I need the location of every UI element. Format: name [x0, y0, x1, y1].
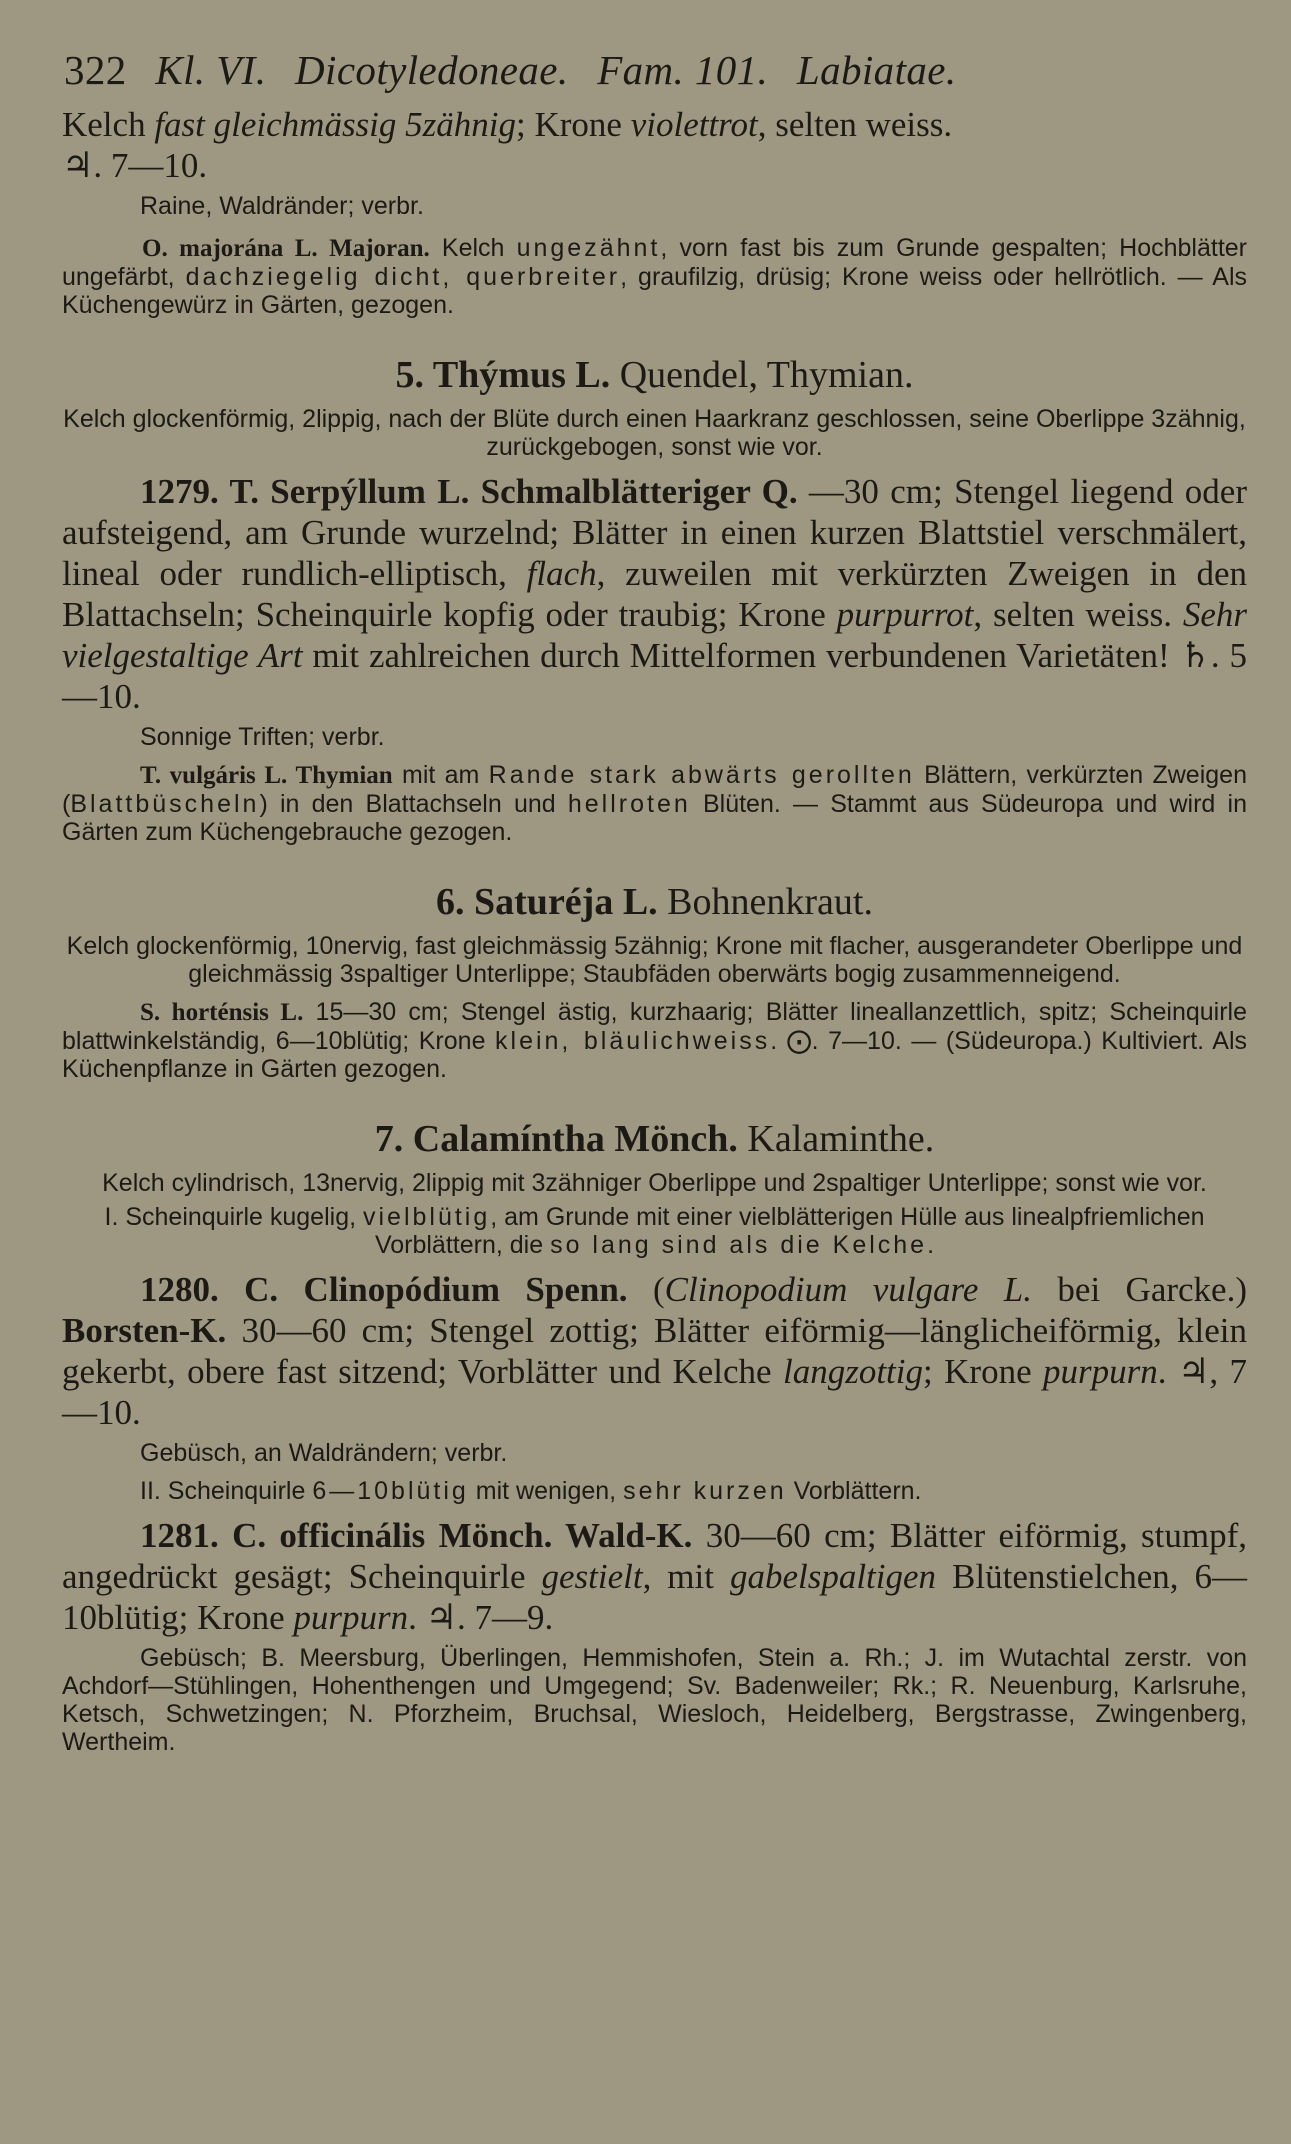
genus-heading-satureja: 6. Saturéja L. Bohnenkraut.: [436, 881, 873, 923]
species-1281: 1281. C. officinális Mönch. Wald-K. 30—60 cm; Blätter eiförmig, stumpf, angedrückt gesägt; Scheinquirle gestielt, mit gabelspaltigen Blütenstielchen, 6—10blütig; Krone purpurn. ♃. 7—9.: [62, 1516, 1248, 1637]
family-name: Labiatae.: [796, 47, 957, 93]
class-name: Dicotyledoneae.: [295, 47, 569, 93]
genus-heading-calamintha: 7. Calamíntha Mönch. Kalaminthe.: [374, 1118, 935, 1160]
genus-heading-thymus: 5. Thýmus L. Quendel, Thymian.: [395, 354, 914, 396]
continued-description: Kelch fast gleichmässig 5zähnig; Krone violettrot, selten weiss.: [62, 105, 953, 144]
thymus-description: Kelch glockenförmig, 2lippig, nach der Blüte durch einen Haarkranz geschlossen, seine Oberlippe 3zähnig, zurückgebogen, sonst wie vor.: [63, 405, 1246, 461]
species-1279-habitat: Sonnige Triften; verbr.: [140, 723, 385, 751]
species-1280-habitat: Gebüsch, an Waldrändern; verbr.: [140, 1439, 508, 1467]
continued-flowering: ♃. 7—10.: [62, 146, 208, 185]
running-head: [64, 46, 1247, 94]
vulgaris-entry: T. vulgáris L. Thymian mit am Rande stark abwärts gerollten Blättern, verkürzten Zweigen (Blattbüscheln) in den Blattachseln und hellroten Blüten. — Stammt aus Südeuropa und wird in Gärten zum Küchengebrauche gezogen.: [62, 761, 1247, 846]
page-number: 322: [64, 47, 127, 93]
key-two: II. Scheinquirle 6—10blütig mit wenigen, sehr kurzen Vorblättern.: [140, 1477, 922, 1505]
class-number: Kl. VI.: [155, 47, 267, 93]
species-1279: 1279. T. Serpýllum L. Schmalblätteriger Q. —30 cm; Stengel liegend oder aufsteigend, am Grunde wurzelnd; Blätter in einen kurzen Blattstiel verschmälert, lineal oder rundlich-elliptisch, flach, zuweilen mit verkürzten Zweigen in den Blattachseln; Scheinquirle kopfig oder traubig; Krone purpurrot, selten weiss. Sehr vielgestaltige Art mit zahlreichen durch Mittelformen verbundenen Varietäten! ♄. 5—10.: [62, 472, 1247, 716]
species-1281-habitat: Gebüsch; B. Meersburg, Überlingen, Hemmishofen, Stein a. Rh.; J. im Wutachtal zerstr. von Achdorf—Stühlingen, Hohenthengen und Umgegend; Sv. Badenweiler; Rk.; R. Neuenburg, Karlsruhe, Ketsch, Schwetzingen; N. Pforzheim, Bruchsal, Wiesloch, Heidelberg, Bergstrasse, Zwingenberg, Wertheim.: [62, 1644, 1247, 1756]
calamintha-description: Kelch cylindrisch, 13nervig, 2lippig mit 3zähniger Oberlippe und 2spaltiger Unterlippe; sonst wie vor.: [102, 1169, 1207, 1197]
majorana-entry: O. majorána L. Majoran. Kelch ungezähnt, vorn fast bis zum Grunde gespalten; Hochblätter ungefärbt, dachziegelig dicht, querbreiter, graufilzig, drüsig; Krone weiss oder hellrötlich. — Als Küchengewürz in Gärten, gezogen.: [62, 234, 1248, 319]
key-one: I. Scheinquirle kugelig, vielblütig, am Grunde mit einer vielblätterigen Hülle aus linealpfriemlichen Vorblättern, die so lang sind als die Kelche.: [104, 1203, 1205, 1259]
family-number: Fam. 101.: [597, 47, 769, 93]
satureja-description: Kelch glockenförmig, 10nervig, fast gleichmässig 5zähnig; Krone mit flacher, ausgerandeter Oberlippe und gleichmässig 3spaltiger Unterlippe; Staubfäden oberwärts bogig zusammenneigend.: [66, 932, 1243, 988]
hortensis-entry: S. horténsis L. 15—30 cm; Stengel ästig, kurzhaarig; Blätter lineallanzettlich, spitz; Scheinquirle blattwinkelständig, 6—10blütig; Krone klein, bläulichweiss. ⨀. 7—10. — (Südeuropa.) Kultiviert. Als Küchenpflanze in Gärten gezogen.: [62, 998, 1247, 1083]
species-1280: 1280. C. Clinopódium Spenn. (Clinopodium vulgare L. bei Garcke.) Borsten-K. 30—60 cm; Stengel zottig; Blätter eiförmig—länglicheiförmig, klein gekerbt, obere fast sitzend; Vorblätter und Kelche langzottig; Krone purpurn. ♃, 7—10.: [62, 1270, 1247, 1432]
majorana-name: O. majorána L. Majoran.: [142, 235, 430, 262]
continued-habitat: Raine, Waldränder; verbr.: [140, 192, 424, 220]
